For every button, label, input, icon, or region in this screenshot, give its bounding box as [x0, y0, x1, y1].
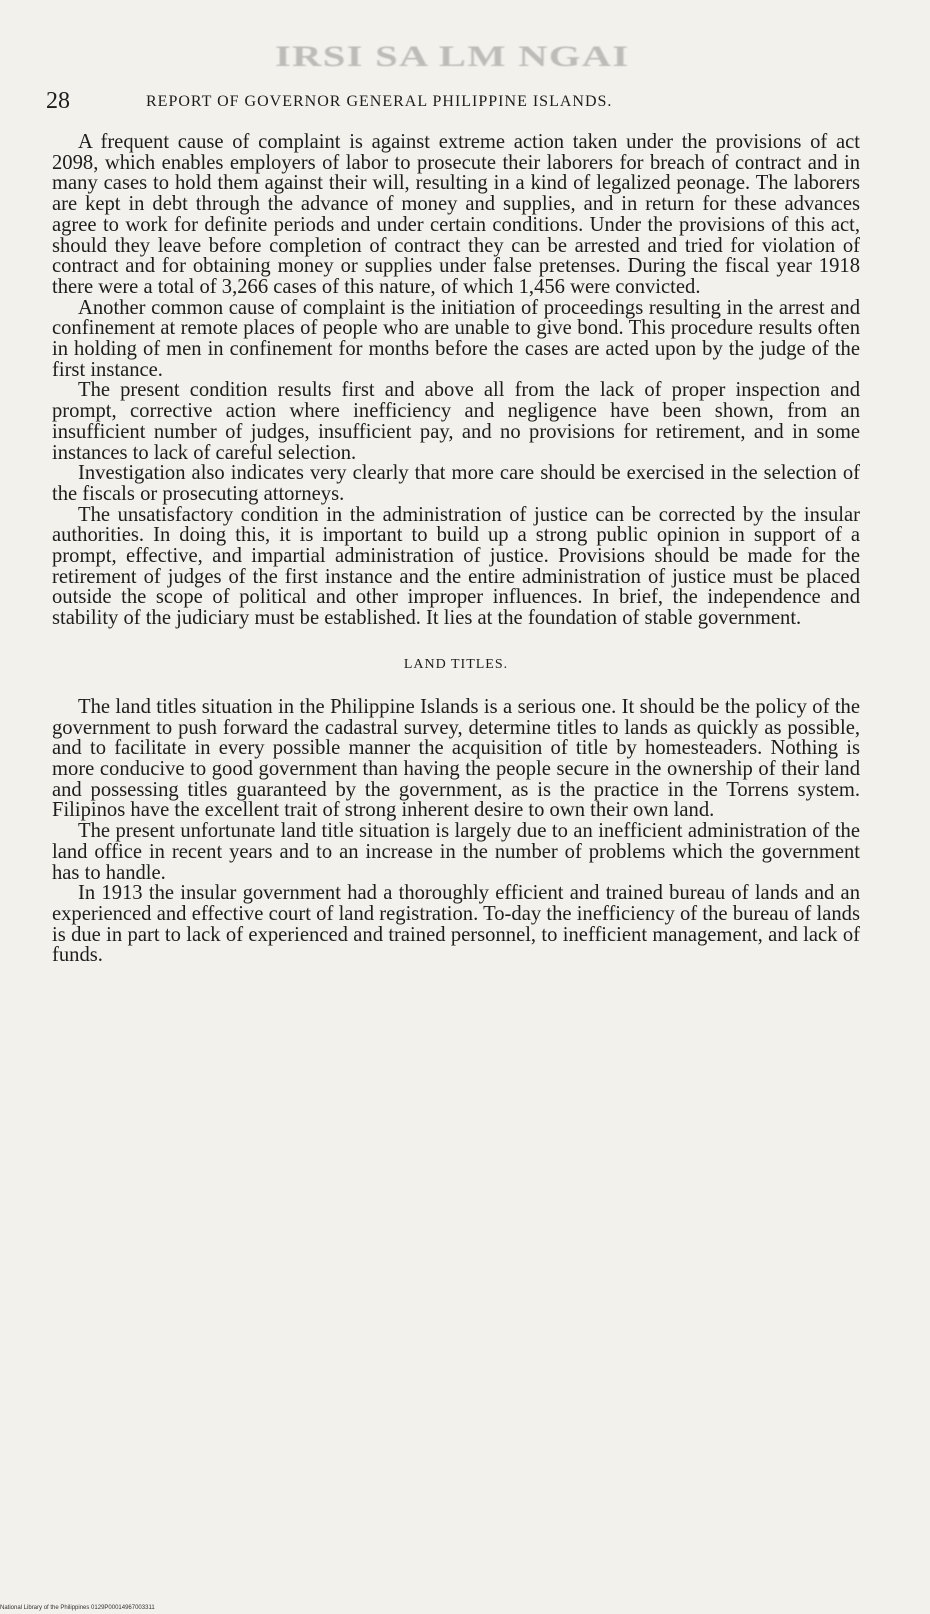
paragraph: Investigation also indicates very clearly that more care should be exercised in the selection of the fiscals or prosecuting attorneys. — [52, 462, 860, 505]
paragraph: The present condition results first and above all from the lack of proper inspection and prompt, corrective action where inefficiency and negligence have been shown, from an insufficient number of judges, insufficient pay, and no provisions for retirement, and in some instances to lack of careful selection. — [52, 379, 860, 464]
paragraph: The present unfortunate land title situation is largely due to an inefficient administration of the land office in recent years and to an increase in the number of problems which the government has to handle. — [52, 820, 860, 884]
bleed-through-text: IRSI SA LM NGAI — [275, 40, 630, 70]
paragraph: In 1913 the insular government had a thoroughly efficient and trained bureau of lands and an experienced and effective court of land registration. To-day the inefficiency of the bureau of lands is due in part to lack of experienced and trained personnel, to inefficient management, and lack of funds. — [52, 882, 860, 967]
paragraph: The unsatisfactory condition in the administration of justice can be corrected by the insular authorities. In doing this, it is important to build up a strong public opinion in support of a prompt, effective, and impartial administration of justice. Provisions should be made for the retirement of judges of the first instance and the entire administration of justice must be placed outside the scope of political and other improper influences. In brief, the independence and stability of the judiciary must be established. It lies at the foundation of stable government. — [52, 503, 860, 630]
page-header — [46, 88, 866, 114]
paragraph: A frequent cause of complaint is against extreme action taken under the provisions of act 2098, which enables employers of labor to prosecute their laborers for breach of contract and in many cases to hold them against their will, resulting in a kind of legalized peonage. The laborers are kept in debt through the advance of money and supplies, and in return for these advances agree to work for definite periods and under certain conditions. Under the provisions of this act, should they leave before completion of contract they can be arrested and tried for violation of contract and for obtaining money or supplies under false pretenses. During the fiscal year 1918 there were a total of 3,266 cases of this nature, of which 1,456 were convicted. — [52, 131, 860, 298]
running-head: REPORT OF GOVERNOR GENERAL PHILIPPINE ISLANDS. — [146, 93, 613, 110]
page-number: 28 — [46, 88, 70, 114]
body-text — [52, 132, 860, 966]
paragraph: Another common cause of complaint is the initiation of proceedings resulting in the arrest and confinement at remote places of people who are unable to give bond. This procedure results often in holding of men in confinement for months before the cases are acted upon by the judge of the first instance. — [52, 296, 860, 381]
section-title: LAND TITLES. — [403, 656, 509, 672]
footer-stamp: National Library of the Philippines 0129P00014967003311 — [0, 1605, 155, 1611]
paragraph: The land titles situation in the Philippine Islands is a serious one. It should be the policy of the government to push forward the cadastral survey, determine titles to lands as quickly as possible, and to facilitate in every possible manner the acquisition of title by homesteaders. Nothing is more conducive to good government than having the people secure in the ownership of their land and possessing titles guaranteed by the government, as is the practice in the Torrens system. Filipinos have the excellent trait of strong inherent desire to own their own land. — [52, 695, 860, 822]
